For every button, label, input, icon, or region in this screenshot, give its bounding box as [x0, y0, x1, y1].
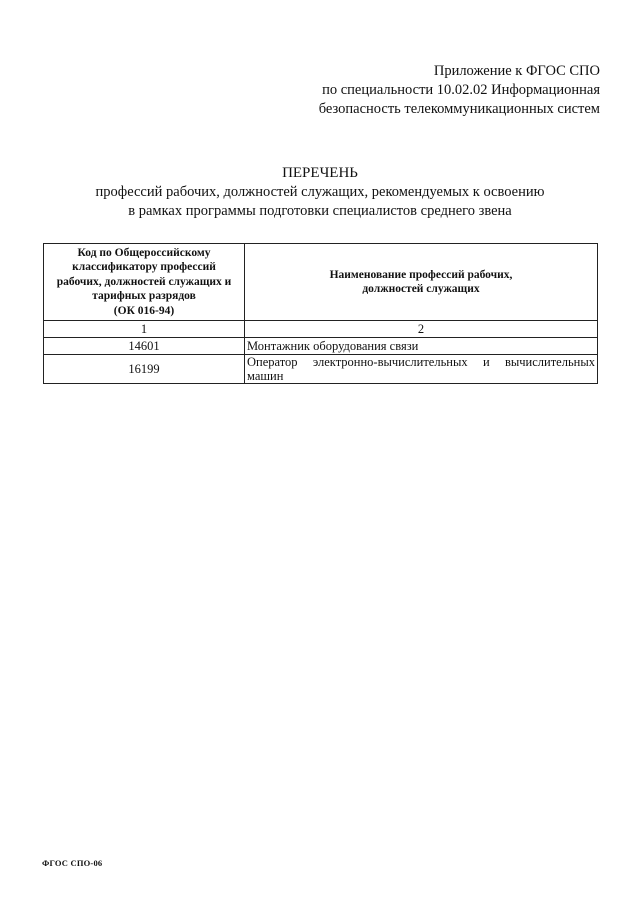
profession-code: 14601: [44, 338, 245, 355]
header-code-line: тарифных разрядов: [92, 290, 196, 303]
table-header-row: [44, 244, 598, 321]
document-subtitle-line: профессий рабочих, должностей служащих, рекомендуемых к освоению: [95, 184, 545, 200]
header-code-column: [44, 244, 245, 321]
header-name-line: должностей служащих: [362, 283, 480, 295]
profession-name: Монтажник оборудования связи: [245, 338, 598, 355]
appendix-line: безопасность телекоммуникационных систем: [318, 101, 600, 117]
appendix-line: Приложение к ФГОС СПО: [433, 63, 600, 79]
column-number: 1: [44, 321, 245, 338]
profession-code: 16199: [44, 355, 245, 384]
header-code-line: (ОК 016-94): [113, 304, 175, 317]
document-title: ПЕРЕЧЕНЬ: [282, 165, 358, 181]
header-name-column: [245, 244, 598, 321]
document-subtitle-line: в рамках программы подготовки специалистов среднего звена: [128, 203, 512, 219]
document-heading: [0, 163, 640, 221]
table-row: [44, 338, 598, 355]
appendix-line: по специальности 10.02.02 Информационная: [322, 82, 600, 98]
profession-name: Оператор электронно-вычислительных и вычислительных машин: [245, 355, 598, 384]
table-row: [44, 355, 598, 384]
header-code-line: классификатору профессий: [72, 261, 216, 274]
professions-table: [43, 243, 598, 384]
column-number: 2: [245, 321, 598, 338]
header-code-line: рабочих, должностей служащих и: [56, 275, 232, 288]
header-name-line: Наименование профессий рабочих,: [329, 268, 513, 281]
appendix-block: [319, 62, 600, 119]
column-number-row: [44, 321, 598, 338]
header-code-line: Код по Общероссийскому: [77, 246, 211, 259]
footer-label: ФГОС СПО-06: [42, 858, 103, 868]
